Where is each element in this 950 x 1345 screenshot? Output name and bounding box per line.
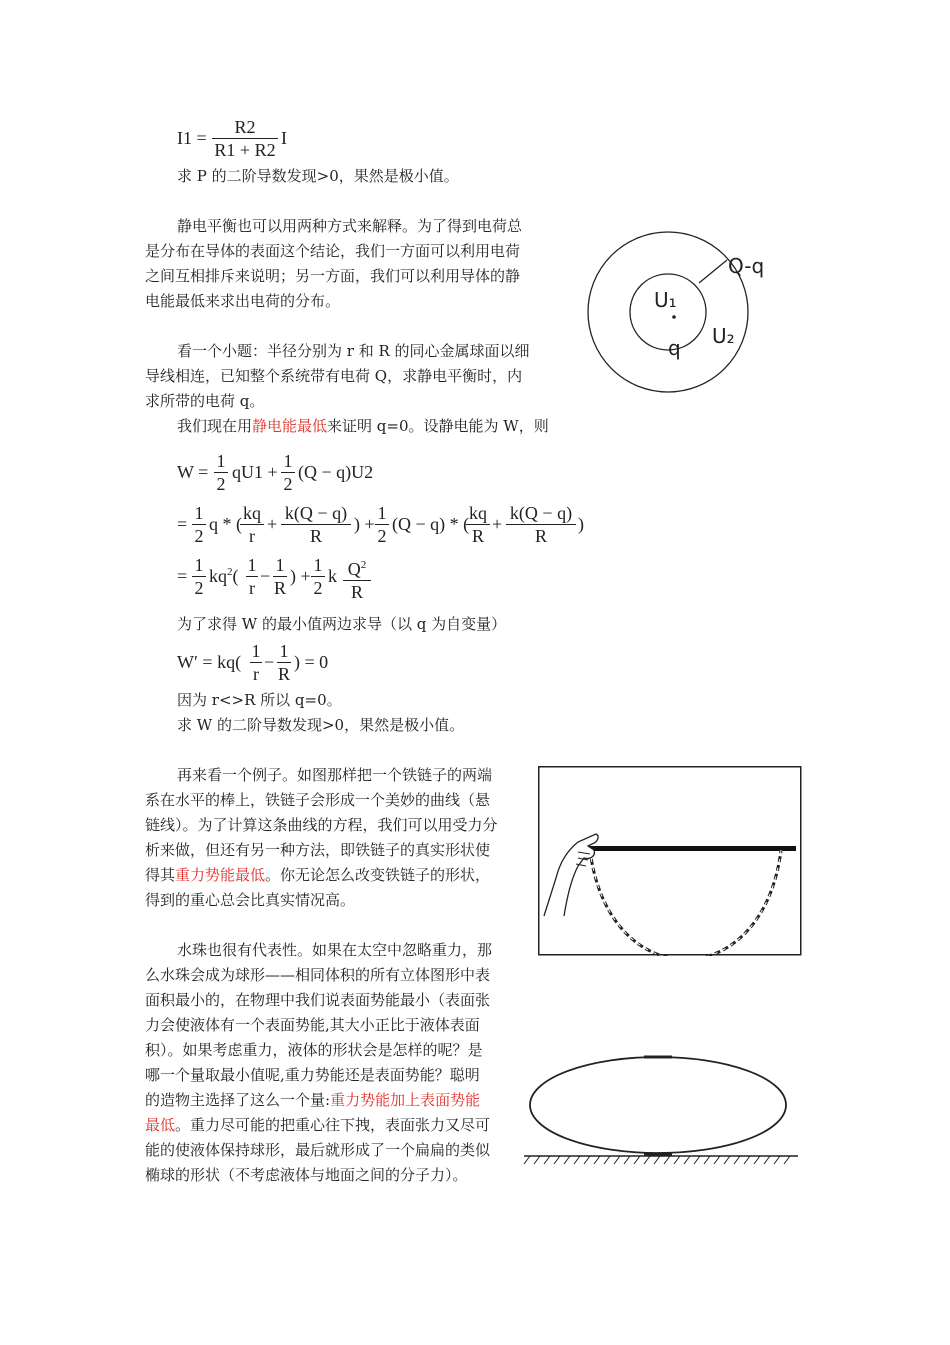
- eq-line2-kqq-over-R-2: [506, 502, 576, 547]
- kq-text: kq: [209, 566, 227, 586]
- ground-hatching: [524, 1156, 790, 1164]
- para-water-5: 积）。如果考虑重力，液体的形状会是怎样的呢？是: [145, 1041, 483, 1059]
- eq-line3-k: k: [328, 566, 337, 586]
- para-water-3: 面积最小的，在物理中我们说表面势能最小（表面张: [145, 991, 491, 1009]
- para-water-9: 能的使液体保持球形，最后就形成了一个扁扁的类似: [145, 1141, 491, 1159]
- proof-pre: 我们现在用: [177, 417, 253, 435]
- chain-post: 。你无论怎么改变铁链子的形状，: [265, 866, 491, 884]
- eq-i1-num: R2: [212, 116, 278, 139]
- paren-open: (: [232, 566, 239, 586]
- label-outer-charge: Q-q: [728, 254, 765, 278]
- hatch-mark: [584, 1156, 590, 1164]
- label-u2: U₂: [712, 324, 735, 348]
- para-water-7: [145, 1088, 480, 1113]
- para-chain-6: 得到的重心总会比真实情况高。: [145, 891, 356, 909]
- hatch-mark: [594, 1156, 600, 1164]
- hatch-mark: [574, 1156, 580, 1164]
- frac-num: [343, 554, 371, 581]
- frac-num: kq: [240, 502, 264, 525]
- eq-wprime-rhs: ) = 0: [294, 652, 329, 672]
- eq-line2-kq-over-r: [240, 502, 264, 547]
- proof-highlight: 静电能最低: [252, 417, 328, 435]
- frac-den: 2: [194, 578, 204, 598]
- line-p-second-derivative: 求 P 的二阶导数发现>0，果然是极小值。: [177, 167, 459, 185]
- eq-line3-q2-over-R: [343, 554, 371, 603]
- frac-num: 1: [273, 554, 287, 577]
- hatch-mark: [624, 1156, 630, 1164]
- para-water-4: 力会使液体有一个表面势能,其大小正比于液体表面: [145, 1016, 480, 1034]
- frac-num: k(Q − q): [506, 502, 576, 525]
- frac-den: 2: [313, 578, 323, 598]
- hatch-mark: [664, 1156, 670, 1164]
- eq-w-qu1: qU1 +: [232, 462, 278, 482]
- eq-line2-plus-1: +: [267, 514, 278, 534]
- frac-den: R: [277, 664, 290, 684]
- hatch-mark: [764, 1156, 770, 1164]
- water-highlight-1: 重力势能加上表面势能: [330, 1091, 481, 1109]
- eq-line3-one-over-R: [273, 554, 287, 599]
- hatch-mark: [614, 1156, 620, 1164]
- frac-num: 1: [214, 450, 228, 473]
- frac-den: 2: [283, 474, 293, 494]
- hatch-mark: [544, 1156, 550, 1164]
- eq-wprime-one-over-R: [277, 640, 291, 685]
- frac-num: 1: [247, 555, 257, 575]
- frac-den: 2: [194, 526, 204, 546]
- frac-den: R: [534, 526, 547, 546]
- para-chain-3: 链线）。为了计算这条曲线的方程，我们可以用受力分: [145, 816, 498, 834]
- eq-i1-rhs: I: [281, 128, 287, 148]
- eq-i1-fraction: [212, 116, 278, 161]
- para-static-3: 之间互相排斥来说明；另一方面，我们可以利用导体的静: [145, 267, 521, 285]
- eq-line2-q-star: q * (: [209, 514, 242, 534]
- water-post: 。重力尽可能的把重心往下拽，表面张力又尽可: [175, 1116, 491, 1134]
- frac-num: 1: [192, 554, 206, 577]
- para-water-6: 哪一个量取最小值呢,重力势能还是表面势能？聪明: [145, 1066, 480, 1084]
- concentric-sphere-figure: [580, 225, 790, 400]
- water-pre: 的造物主选择了这么一个量:: [145, 1091, 331, 1109]
- para-chain-1: 再来看一个例子。如图那样把一个铁链子的两端: [177, 766, 493, 784]
- label-inner-charge: q: [668, 336, 681, 360]
- outer-sphere: [588, 232, 748, 392]
- para-static-2: 是分布在导体的表面这个结论，我们一方面可以利用电荷: [145, 242, 521, 260]
- frac-num: 1: [375, 502, 389, 525]
- frac-num: 1: [277, 640, 291, 663]
- hatch-mark: [524, 1156, 530, 1164]
- line-w-second: 求 W 的二阶导数发现>0，果然是极小值。: [177, 716, 465, 734]
- frac-num: 1: [281, 450, 295, 473]
- eq-line2-half-2: [375, 502, 389, 547]
- eq-w-lhs: W =: [177, 462, 209, 482]
- hatch-mark: [644, 1156, 650, 1164]
- hatch-mark: [634, 1156, 640, 1164]
- eq-line3-close-plus: ) +: [290, 566, 311, 586]
- para-chain-4: 析来做，但还有另一种方法，即铁链子的真实形状使: [145, 841, 491, 859]
- eq-line2-half-1: [192, 502, 206, 547]
- water-droplet-figure: [522, 1050, 800, 1170]
- eq-line3-kq2: [209, 566, 239, 587]
- eq-line2-close: ): [578, 514, 584, 534]
- hatch-mark: [734, 1156, 740, 1164]
- frac-den: 2: [377, 526, 387, 546]
- para-problem-2: 导线相连，已知整个系统带有电荷 Q，求静电平衡时，内: [145, 367, 523, 385]
- eq-i1-den: R1 + R2: [214, 140, 276, 160]
- proof-line: [177, 414, 549, 439]
- frac-den: R: [471, 526, 484, 546]
- hatch-mark: [694, 1156, 700, 1164]
- frac-num: 1: [311, 554, 325, 577]
- eq-w-half-2: [281, 450, 295, 495]
- droplet-ellipse: [530, 1057, 786, 1153]
- para-problem-3: 求所带的电荷 q。: [145, 392, 265, 410]
- para-water-1: 水珠也很有代表性。如果在太空中忽略重力，那: [177, 941, 493, 959]
- eq-wprime-minus: −: [264, 652, 275, 672]
- para-water-8: [145, 1113, 490, 1138]
- frac-num: kq: [466, 502, 490, 525]
- hatch-mark: [724, 1156, 730, 1164]
- hatch-mark: [604, 1156, 610, 1164]
- eq-wprime-one-over-r: [250, 640, 262, 685]
- q-text: Q: [347, 559, 361, 579]
- para-water-10: 椭球的形状（不考虑液体与地面之间的分子力）。: [145, 1166, 468, 1184]
- water-highlight-2: 最低: [145, 1116, 176, 1134]
- hatch-mark: [554, 1156, 560, 1164]
- hatch-mark: [534, 1156, 540, 1164]
- frac-den: r: [249, 526, 255, 546]
- hatch-mark: [714, 1156, 720, 1164]
- proof-post: 来证明 q=0。设静电能为 W，则: [327, 417, 549, 435]
- para-static-4: 电能最低来求出电荷的分布。: [145, 292, 341, 310]
- horizontal-rod: [576, 846, 796, 851]
- label-leader-line: [699, 260, 727, 283]
- square-exp: 2: [227, 566, 233, 578]
- eq-line2-equals: =: [177, 514, 188, 534]
- eq-line2-qq-star: (Q − q) * (: [392, 514, 470, 534]
- eq-line2-close-plus: ) +: [354, 514, 375, 534]
- hatch-mark: [704, 1156, 710, 1164]
- frac-den: r: [249, 578, 255, 598]
- eq-i1-lhs: I1 =: [177, 128, 207, 148]
- eq-line2-kq-over-R: [466, 502, 490, 547]
- frac-den: R: [350, 582, 363, 602]
- hatch-mark: [754, 1156, 760, 1164]
- line-minimize: 为了求得 W 的最小值两边求导（以 q 为自变量）: [177, 615, 507, 633]
- eq-line2-kqq-over-R-1: [281, 502, 351, 547]
- eq-wprime-lhs: W′ = kq(: [177, 652, 242, 672]
- label-u1: U₁: [654, 288, 677, 312]
- line-because: 因为 r<>R 所以 q=0。: [177, 691, 342, 709]
- frac-num: 1: [192, 502, 206, 525]
- hanging-chain-figure: [538, 766, 802, 956]
- frac-den: R: [309, 526, 322, 546]
- eq-w-half-1: [214, 450, 228, 495]
- frac-den: r: [253, 664, 259, 684]
- center-dot: [672, 315, 676, 319]
- hatch-mark: [684, 1156, 690, 1164]
- hatch-mark: [784, 1156, 790, 1164]
- square-exp: 2: [360, 559, 367, 571]
- eq-line3-half-2: [311, 554, 325, 599]
- hatch-mark: [654, 1156, 660, 1164]
- eq-line3-one-over-r: [246, 554, 258, 599]
- para-chain-2: 系在水平的棒上，铁链子会形成一个美妙的曲线（悬: [145, 791, 491, 809]
- para-water-2: 么水珠会成为球形——相同体积的所有立体图形中表: [145, 966, 491, 984]
- chain-highlight: 重力势能最低: [175, 866, 266, 884]
- eq-line2-plus-2: +: [492, 514, 503, 534]
- frac-den: R: [273, 578, 286, 598]
- hatch-mark: [774, 1156, 780, 1164]
- eq-line3-equals: =: [177, 566, 188, 586]
- para-chain-5: [145, 863, 490, 888]
- frac-num: 1: [251, 641, 261, 661]
- hatch-mark: [744, 1156, 750, 1164]
- eq-line3-minus: −: [260, 566, 271, 586]
- chain-pre: 得其: [145, 866, 176, 884]
- eq-w-qq-u2: (Q − q)U2: [298, 462, 374, 482]
- eq-line3-half-1: [192, 554, 206, 599]
- hatch-mark: [564, 1156, 570, 1164]
- para-static-1: 静电平衡也可以用两种方式来解释。为了得到电荷总: [177, 217, 523, 235]
- frac-num: k(Q − q): [281, 502, 351, 525]
- para-problem-1: 看一个小题：半径分别为 r 和 R 的同心金属球面以细: [177, 342, 530, 360]
- hatch-mark: [674, 1156, 680, 1164]
- frac-den: 2: [216, 474, 226, 494]
